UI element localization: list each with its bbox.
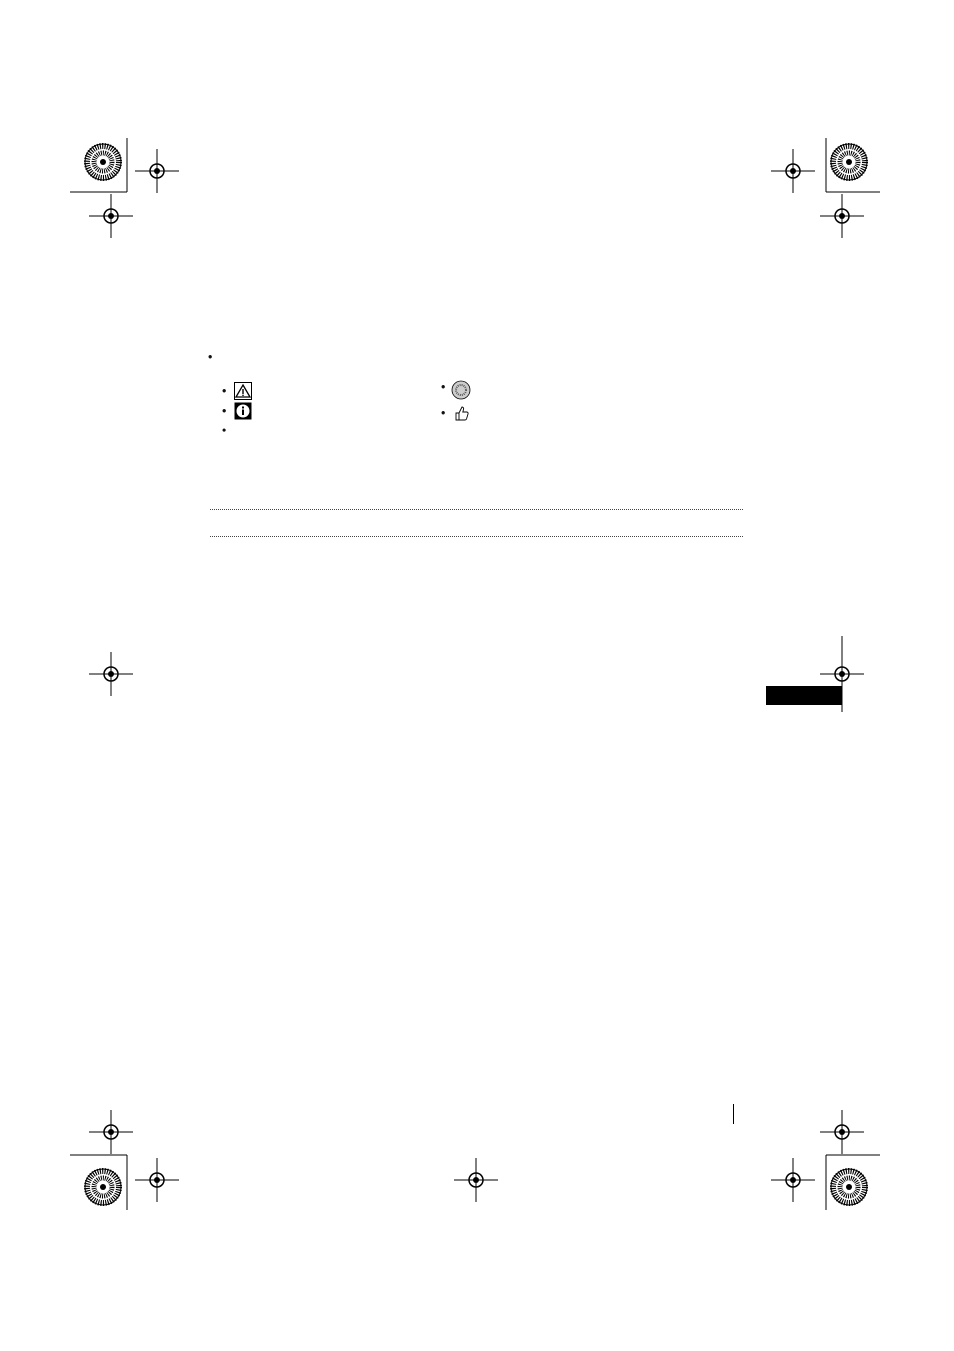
toc-entry-teletext[interactable]: [208, 491, 744, 514]
symbol-item: •: [222, 401, 432, 421]
table-of-contents: [208, 487, 744, 566]
symbol-item: •: [222, 381, 432, 401]
info-icon: [234, 402, 252, 420]
thumbs-up-icon: [453, 404, 471, 422]
gray-button-icon: [451, 380, 471, 400]
symbol-item: •: [441, 380, 741, 400]
language-tab: [766, 686, 842, 705]
toc-entry-nextview[interactable]: [208, 518, 744, 541]
footer-divider: [733, 1104, 734, 1124]
toc-section-title: [208, 547, 744, 566]
symbol-item: •: [222, 423, 227, 437]
symbol-item: •: [441, 404, 741, 422]
symbols-lead: •: [208, 350, 216, 364]
symbols-left: [222, 381, 432, 438]
symbols-right: [441, 380, 741, 422]
warning-icon: [234, 382, 252, 400]
